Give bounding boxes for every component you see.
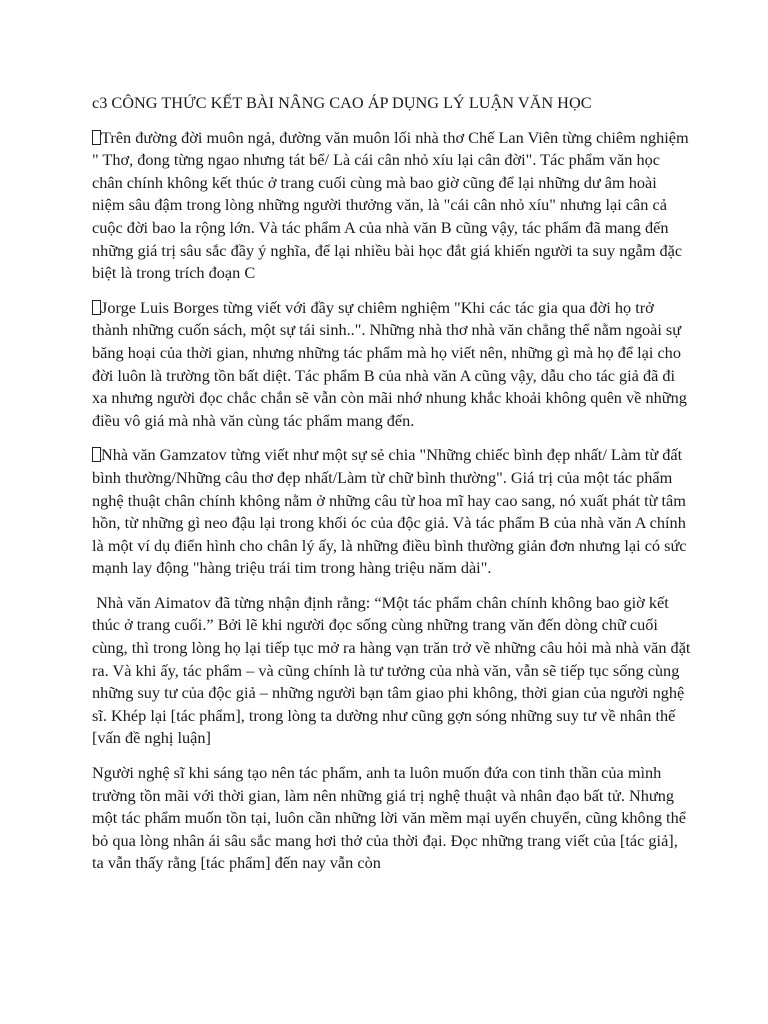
document-title: c3 CÔNG THỨC KẾT BÀI NÂNG CAO ÁP DỤNG LÝ LUẬN VĂN HỌC	[92, 93, 592, 112]
paragraph-1	[92, 127, 692, 285]
paragraph-text: Nhà văn Gamzatov từng viết như một sự sẻ chia "Những chiếc bình đẹp nhất/ Làm từ đất bình thường/Những câu thơ đẹp nhất/Làm từ chữ bình thường". Giá trị của một tác phẩm nghệ thuật chân chính không nằm ở những câu từ hoa mĩ hay cao sang, nó xuất phát từ tâm hồn, từ những gì neo đậu lại trong khối óc của độc giả. Và tác phẩm B của nhà văn A chính là một ví dụ điển hình cho chân lý ấy, là những điều bình thường giản đơn nhưng lại có sức mạnh lay động "hàng triệu trái tim trong hàng triệu năm dài".	[92, 445, 687, 578]
paragraph-2	[92, 297, 692, 433]
paragraph-4	[92, 592, 695, 750]
paragraph-5	[92, 762, 692, 875]
document-page	[92, 92, 695, 887]
paragraph-text: Nhà văn Aimatov đã từng nhận định rằng: “Một tác phẩm chân chính không bao giờ kết thúc ở trang cuối.” Bởi lẽ khi người đọc sống cùng những trang văn đến dòng chữ cuối cùng, thì trong lòng họ lại tiếp tục mở ra hàng vạn trăn trở về những câu hỏi mà nhà văn đặt ra. Và khi ấy, tác phẩm – và cũng chính là tư tưởng của nhà văn, vẫn sẽ tiếp tục sống cùng những suy tư của độc giả – những người bạn tâm giao phi không, thời gian của người nghệ sĩ. Khép lại [tác phẩm], trong lòng ta dường như cũng gợn sóng những suy tư về nhân thế [vấn đề nghị luận]	[92, 592, 695, 748]
missing-glyph-icon	[92, 300, 101, 315]
missing-glyph-icon	[92, 447, 101, 462]
missing-glyph-icon	[92, 130, 101, 145]
paragraph-text: Người nghệ sĩ khi sáng tạo nên tác phẩm, anh ta luôn muốn đứa con tinh thần của mình trường tồn mãi với thời gian, làm nên những giá trị nghệ thuật và nhân đạo bất tử. Nhưng một tác phẩm muốn tồn tại, luôn cần những lời văn mềm mại uyển chuyển, cũng không thể bỏ qua lòng nhân ái sâu sắc mang hơi thở của thời đại. Đọc những trang viết của [tác giả], ta vẫn thấy rằng [tác phẩm] đến nay vẫn còn	[92, 763, 686, 873]
paragraph-text: Trên đường đời muôn ngả, đường văn muôn lối nhà thơ Chế Lan Viên từng chiêm nghiệm " Thơ, đong từng ngao nhưng tát bể/ Là cái cân nhỏ xíu lại cân đời". Tác phẩm văn học chân chính không kết thúc ở trang cuối cùng mà bao giờ cũng để lại những dư âm hoài niệm sâu đậm trong lòng những người thưởng văn, là "cái cân nhỏ xíu" nhưng lại cân cả cuộc đời bao la rộng lớn. Và tác phẩm A của nhà văn B cũng vậy, tác phẩm đã mang đến những giá trị sâu sắc đầy ý nghĩa, để lại nhiều bài học đắt giá khiến người ta suy ngẫm đặc biệt là trong trích đoạn C	[92, 127, 689, 283]
paragraph-text: Jorge Luis Borges từng viết với đầy sự chiêm nghiệm "Khi các tác gia qua đời họ trở thành những cuốn sách, một sự tái sinh..". Những nhà thơ nhà văn chẳng thể nằm ngoài sự băng hoại của thời gian, nhưng những tác phẩm mà họ viết nên, những gì mà họ để lại cho đời luôn là trường tồn bất diệt. Tác phẩm B của nhà văn A cũng vậy, dẫu cho tác giả đã đi xa nhưng người đọc chắc chắn sẽ vẫn còn mãi nhớ nhung khắc khoải không quên về những điều vô giá mà nhà văn cùng tác phẩm mang đến.	[92, 297, 687, 430]
paragraph-3	[92, 444, 692, 580]
